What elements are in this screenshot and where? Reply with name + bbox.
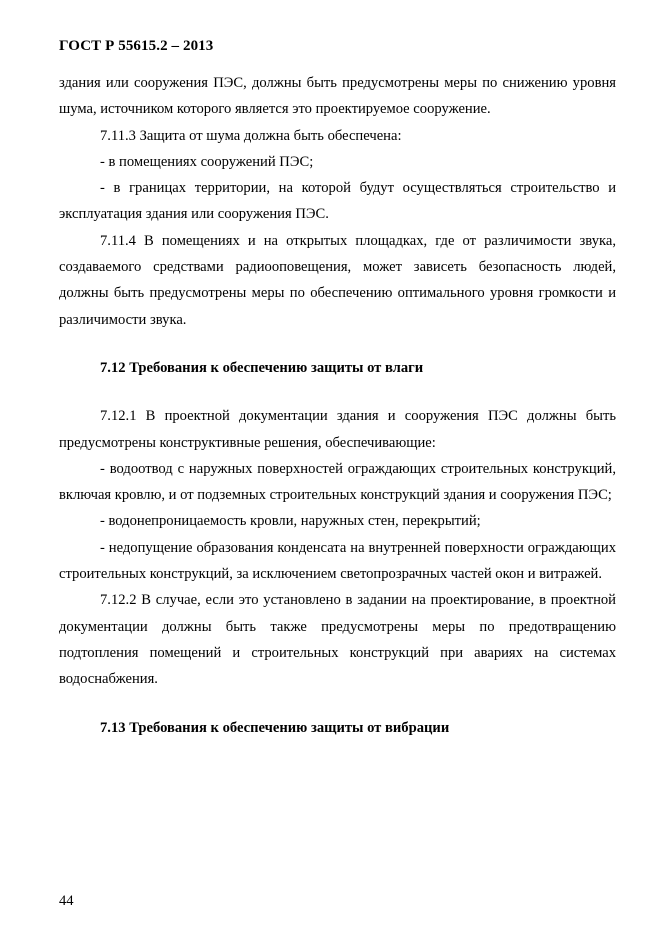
section-heading-7-12: 7.12 Требования к обеспечению защиты от влаги bbox=[100, 359, 424, 376]
list-item-noise-rooms: - в помещениях сооружений ПЭС; bbox=[100, 153, 314, 170]
paragraph-continuation: здания или сооружения ПЭС, должны быть предусмотрены меры по снижению уровня шума, источником которого является это проектируемое сооружение. bbox=[59, 75, 616, 118]
paragraph-7-11-3: 7.11.3 Защита от шума должна быть обеспечена: bbox=[100, 127, 402, 144]
document-header: ГОСТ Р 55615.2 – 2013 bbox=[59, 38, 214, 54]
paragraph-7-12-2: 7.12.2 В случае, если это установлено в задании на проектирование, в проектной документации должны быть также предусмотрены меры по предотвращению подтопления помещений и строительных конструкций при авариях на системах водоснабжения. bbox=[59, 592, 616, 688]
section-heading-7-13: 7.13 Требования к обеспечению защиты от вибрации bbox=[100, 719, 450, 736]
list-item-waterproofing: - водонепроницаемость кровли, наружных стен, перекрытий; bbox=[100, 513, 481, 530]
page-number: 44 bbox=[59, 893, 74, 909]
list-item-condensation: - недопущение образования конденсата на внутренней поверхности ограждающих строительных конструкций, за исключением светопрозрачных частей окон и витражей. bbox=[59, 539, 616, 583]
list-item-drainage: - водоотвод с наружных поверхностей ограждающих строительных конструкций, включая кровлю, и от подземных строительных конструкций здания и сооружения ПЭС; bbox=[59, 460, 616, 504]
paragraph-7-11-4: 7.11.4 В помещениях и на открытых площадках, где от различимости звука, создаваемого средствами радиооповещения, может зависеть безопасность людей, должны быть предусмотрены меры по обеспечению оптимального уровня громкости и различимости звука. bbox=[59, 232, 616, 328]
paragraph-7-12-1: 7.12.1 В проектной документации здания и сооружения ПЭС должны быть предусмотрены конструктивные решения, обеспечивающие: bbox=[59, 408, 616, 451]
list-item-noise-territory: - в границах территории, на которой будут осуществляться строительство и эксплуатация здания или сооружения ПЭС. bbox=[59, 180, 616, 223]
page-body bbox=[59, 70, 616, 741]
